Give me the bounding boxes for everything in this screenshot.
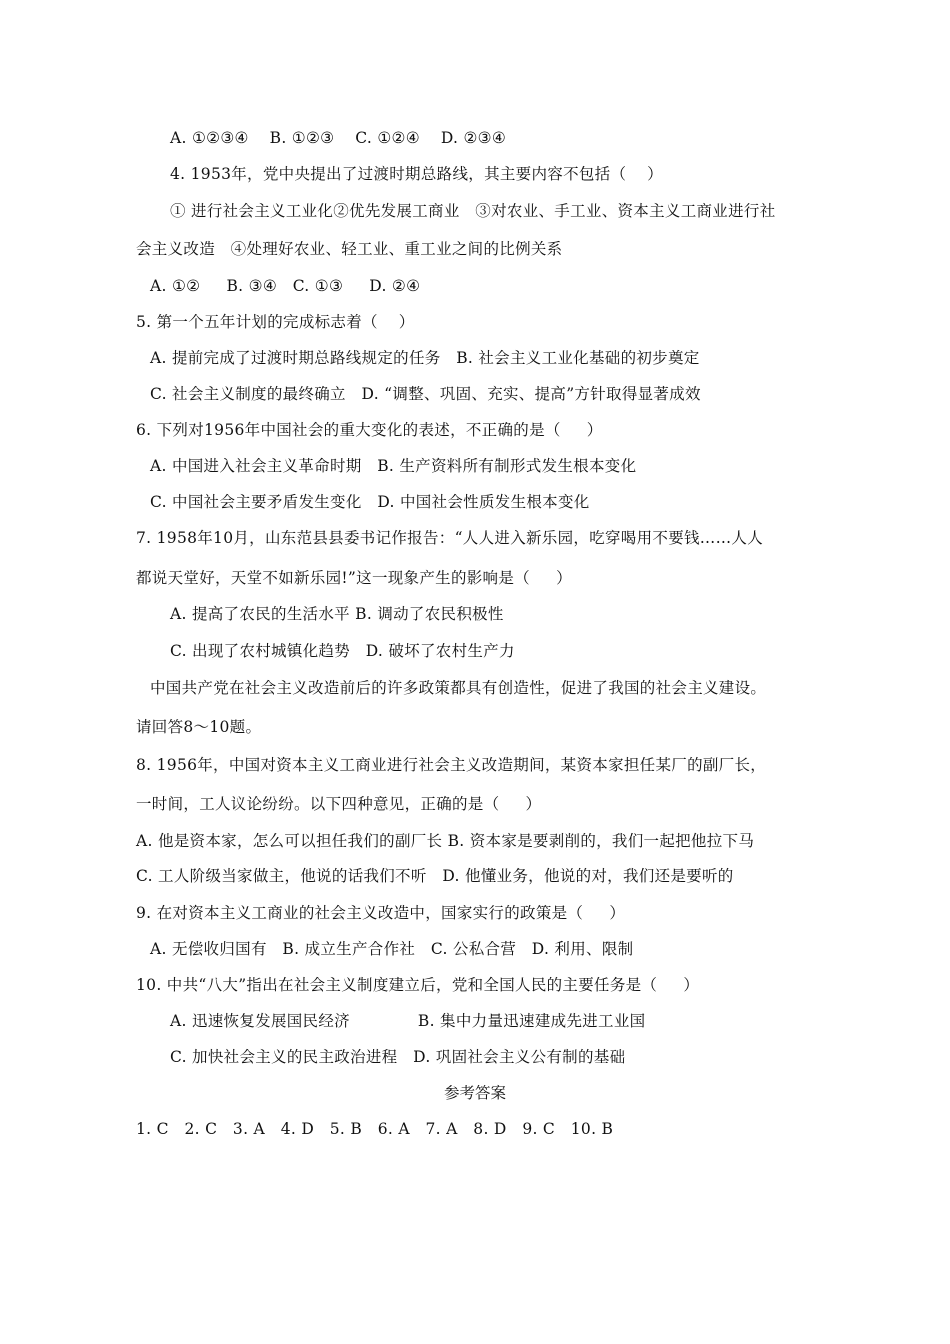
q10-options-cd: C. 加快社会主义的民主政治进程 D. 巩固社会主义公有制的基础 — [170, 1048, 626, 1066]
q7-options-ab: A. 提高了农民的生活水平 B. 调动了农民积极性 — [170, 605, 504, 623]
q10-stem: 10. 中共“八大”指出在社会主义制度建立后，党和全国人民的主要任务是（ ） — [136, 976, 700, 994]
q3-options: A. ①②③④ B. ①②③ C. ①②④ D. ②③④ — [170, 129, 507, 147]
answer-key-title: 参考答案 — [443, 1084, 506, 1102]
q5-stem: 5. 第一个五年计划的完成标志着（ ） — [136, 313, 415, 331]
q4-items-line1: ① 进行社会主义工业化②优先发展工商业 ③对农业、手工业、资本主义工商业进行社 — [170, 202, 776, 220]
q8-stem-line2: 一时间，工人议论纷纷。以下四种意见，正确的是（ ） — [136, 795, 542, 813]
answer-key: 1. C 2. C 3. A 4. D 5. B 6. A 7. A 8. D 9. C 10. B — [136, 1120, 614, 1138]
q7-stem-line1: 7. 1958年10月，山东范县县委书记作报告：“人人进入新乐园，吃穿喝用不要钱……人人 — [136, 529, 764, 547]
q10-options-ab: A. 迅速恢复发展国民经济 B. 集中力量迅速建成先进工业国 — [170, 1012, 646, 1030]
q9-stem: 9. 在对资本主义工商业的社会主义改造中，国家实行的政策是（ ） — [136, 904, 626, 922]
q4-options: A. ①② B. ③④ C. ①③ D. ②④ — [150, 277, 421, 295]
q4-stem: 4. 1953年，党中央提出了过渡时期总路线，其主要内容不包括（ ） — [170, 165, 663, 183]
q6-stem: 6. 下列对1956年中国社会的重大变化的表述，不正确的是（ ） — [136, 421, 603, 439]
q7-options-cd: C. 出现了农村城镇化趋势 D. 破坏了农村生产力 — [170, 642, 515, 660]
q7-stem-line2: 都说天堂好，天堂不如新乐园!”这一现象产生的影响是（ ） — [136, 569, 572, 587]
q5-options-cd: C. 社会主义制度的最终确立 D. “调整、巩固、充实、提高”方针取得显著成效 — [150, 385, 701, 403]
q4-items-line2: 会主义改造 ④处理好农业、轻工业、重工业之间的比例关系 — [136, 240, 563, 258]
passage-line1: 中国共产党在社会主义改造前后的许多政策都具有创造性，促进了我国的社会主义建设。 — [150, 679, 767, 697]
q8-options-ab: A. 他是资本家，怎么可以担任我们的副厂长 B. 资本家是要剥削的，我们一起把他拉下马 — [136, 832, 755, 850]
q6-options-cd: C. 中国社会主要矛盾发生变化 D. 中国社会性质发生根本变化 — [150, 493, 590, 511]
q5-options-ab: A. 提前完成了过渡时期总路线规定的任务 B. 社会主义工业化基础的初步奠定 — [150, 349, 700, 367]
q8-options-cd: C. 工人阶级当家做主，他说的话我们不听 D. 他懂业务，他说的对，我们还是要听的 — [136, 867, 734, 885]
q8-stem-line1: 8. 1956年，中国对资本主义工商业进行社会主义改造期间，某资本家担任某厂的副厂长， — [136, 756, 767, 774]
passage-line2: 请回答8～10题。 — [136, 718, 262, 736]
q9-options: A. 无偿收归国有 B. 成立生产合作社 C. 公私合营 D. 利用、限制 — [150, 940, 634, 958]
q6-options-ab: A. 中国进入社会主义革命时期 B. 生产资料所有制形式发生根本变化 — [150, 457, 637, 475]
